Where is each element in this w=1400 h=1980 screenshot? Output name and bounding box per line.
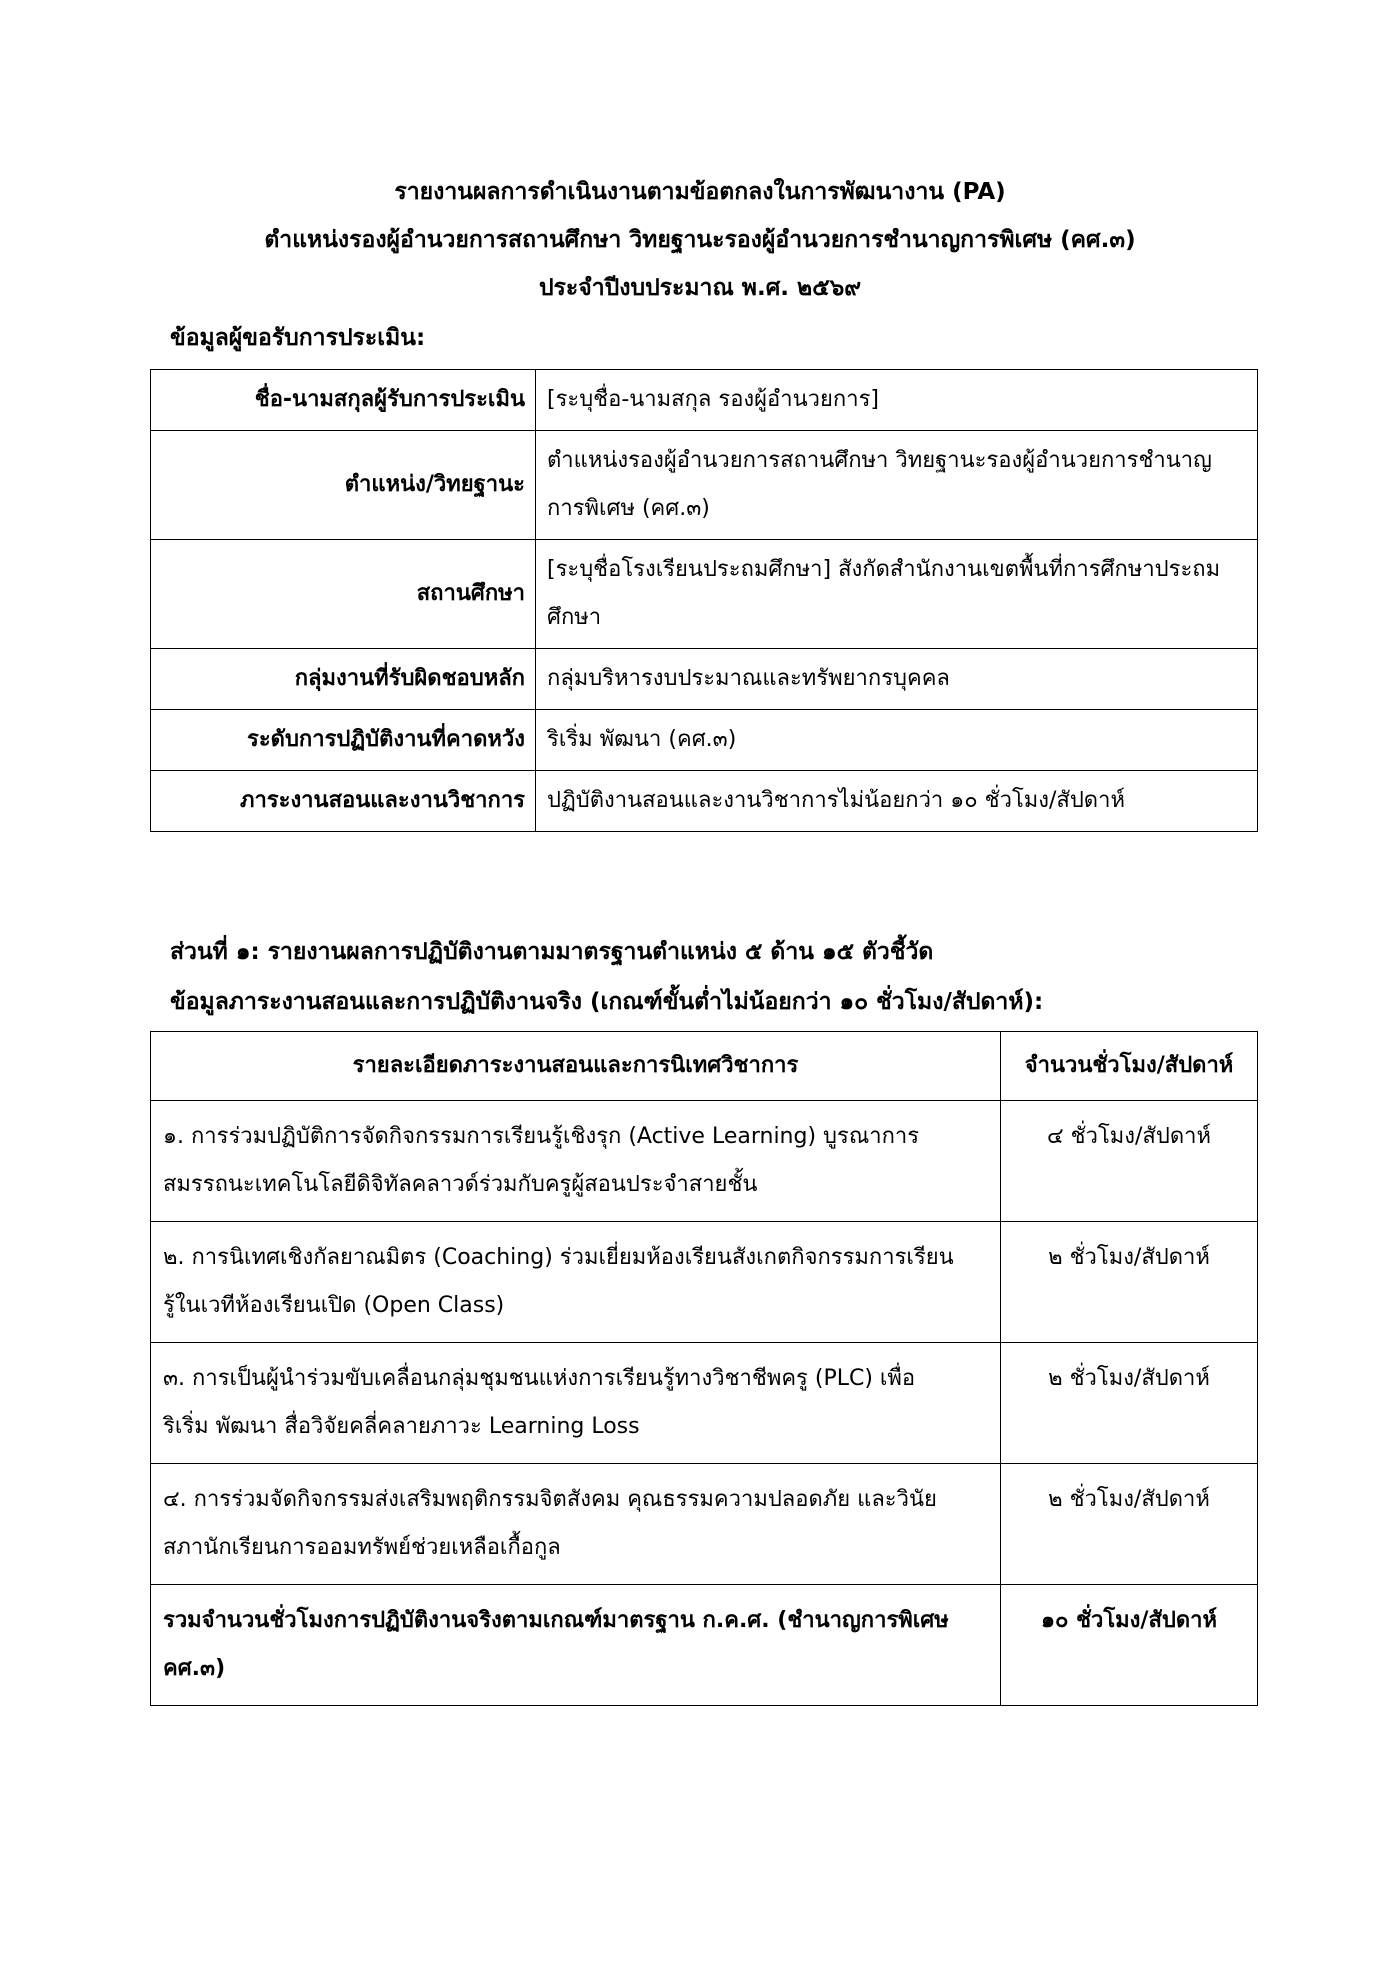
applicant-heading: ข้อมูลผู้ขอรับการประเมิน: [170, 325, 426, 351]
table-header-row [151, 1032, 1258, 1101]
field-label: สถานศึกษา [151, 540, 536, 649]
table-row [151, 431, 1258, 540]
table-row [151, 710, 1258, 771]
report-fiscal-year: ประจำปีงบประมาณ พ.ศ. ๒๕๖๙ [538, 275, 862, 301]
task-detail: ๓. การเป็นผู้นำร่วมขับเคลื่อนกลุ่มชุมชนแห่งการเรียนรู้ทางวิชาชีพครู (PLC) เพื่อริเริ่ม พัฒนา สื่อวิจัยคลี่คลายภาวะ Learning Loss [151, 1343, 1001, 1464]
field-value: ตำแหน่งรองผู้อำนวยการสถานศึกษา วิทยฐานะรองผู้อำนวยการชำนาญการพิเศษ (คศ.๓) [536, 431, 1258, 540]
task-detail: ๔. การร่วมจัดกิจกรรมส่งเสริมพฤติกรรมจิตสังคม คุณธรรมความปลอดภัย และวินัยสภานักเรียนการออมทรัพย์ช่วยเหลือเกื้อกูล [151, 1464, 1001, 1585]
report-title: รายงานผลการดำเนินงานตามข้อตกลงในการพัฒนางาน (PA) [394, 179, 1006, 205]
field-label: ตำแหน่ง/วิทยฐานะ [151, 431, 536, 540]
table-row [151, 540, 1258, 649]
field-value: ริเริ่ม พัฒนา (คศ.๓) [536, 710, 1258, 771]
table-row [151, 1222, 1258, 1343]
field-value: กลุ่มบริหารงบประมาณและทรัพยากรบุคคล [536, 649, 1258, 710]
field-value: [ระบุชื่อ-นามสกุล รองผู้อำนวยการ] [536, 370, 1258, 431]
table-row [151, 771, 1258, 832]
task-detail: ๒. การนิเทศเชิงกัลยาณมิตร (Coaching) ร่วมเยี่ยมห้องเรียนสังเกตกิจกรรมการเรียนรู้ในเวทีห้องเรียนเปิด (Open Class) [151, 1222, 1001, 1343]
task-hours: ๔ ชั่วโมง/สัปดาห์ [1001, 1101, 1258, 1222]
task-hours: ๒ ชั่วโมง/สัปดาห์ [1001, 1222, 1258, 1343]
field-label: ภาระงานสอนและงานวิชาการ [151, 771, 536, 832]
field-label: กลุ่มงานที่รับผิดชอบหลัก [151, 649, 536, 710]
field-value: ปฏิบัติงานสอนและงานวิชาการไม่น้อยกว่า ๑๐ ชั่วโมง/สัปดาห์ [536, 771, 1258, 832]
field-label: ระดับการปฏิบัติงานที่คาดหวัง [151, 710, 536, 771]
table-row [151, 370, 1258, 431]
part1-subheading: ข้อมูลภาระงานสอนและการปฏิบัติงานจริง (เกณฑ์ขั้นต่ำไม่น้อยกว่า ๑๐ ชั่วโมง/สัปดาห์): [170, 989, 1044, 1015]
total-hours: ๑๐ ชั่วโมง/สัปดาห์ [1001, 1585, 1258, 1706]
column-header-detail: รายละเอียดภาระงานสอนและการนิเทศวิชาการ [151, 1032, 1001, 1101]
total-row [151, 1585, 1258, 1706]
field-value: [ระบุชื่อโรงเรียนประถมศึกษา] สังกัดสำนักงานเขตพื้นที่การศึกษาประถมศึกษา [536, 540, 1258, 649]
table-row [151, 1464, 1258, 1585]
task-hours: ๒ ชั่วโมง/สัปดาห์ [1001, 1464, 1258, 1585]
part1-heading: ส่วนที่ ๑: รายงานผลการปฏิบัติงานตามมาตรฐานตำแหน่ง ๕ ด้าน ๑๕ ตัวชี้วัด [170, 939, 934, 965]
field-label: ชื่อ-นามสกุลผู้รับการประเมิน [151, 370, 536, 431]
table-row [151, 1343, 1258, 1464]
teaching-load-table [150, 1031, 1258, 1706]
table-row [151, 649, 1258, 710]
table-row [151, 1101, 1258, 1222]
task-hours: ๒ ชั่วโมง/สัปดาห์ [1001, 1343, 1258, 1464]
column-header-hours: จำนวนชั่วโมง/สัปดาห์ [1001, 1032, 1258, 1101]
report-position: ตำแหน่งรองผู้อำนวยการสถานศึกษา วิทยฐานะรองผู้อำนวยการชำนาญการพิเศษ (คศ.๓) [264, 227, 1136, 253]
task-detail: ๑. การร่วมปฏิบัติการจัดกิจกรรมการเรียนรู้เชิงรุก (Active Learning) บูรณาการสมรรถนะเทคโนโลยีดิจิทัลคลาวด์ร่วมกับครูผู้สอนประจำสายชั้น [151, 1101, 1001, 1222]
applicant-info-table [150, 369, 1258, 832]
total-detail: รวมจำนวนชั่วโมงการปฏิบัติงานจริงตามเกณฑ์มาตรฐาน ก.ค.ศ. (ชำนาญการพิเศษ คศ.๓) [151, 1585, 1001, 1706]
